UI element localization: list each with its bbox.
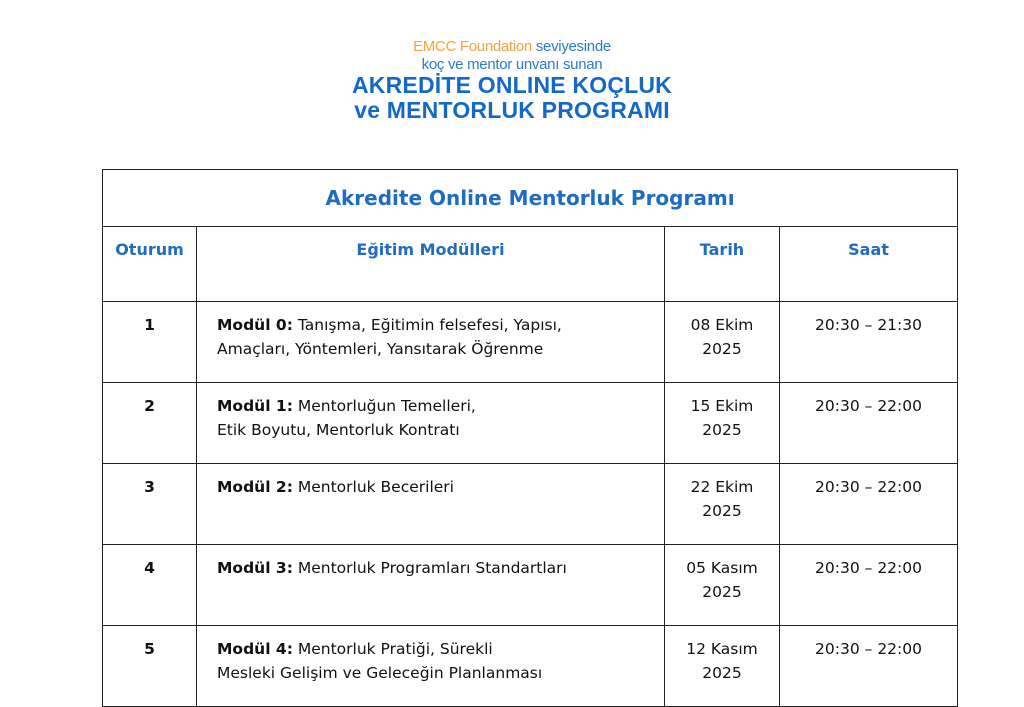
module-name: Modül 2: xyxy=(217,478,293,496)
date-cell xyxy=(665,383,780,464)
table-row xyxy=(103,464,958,545)
session-number: 5 xyxy=(103,626,197,707)
module-cell xyxy=(197,383,665,464)
header-subtitle-line1 xyxy=(0,38,1024,56)
header-org-suffix: seviyesinde xyxy=(535,38,611,55)
date-cell xyxy=(665,302,780,383)
module-text-1: Mentorluk Programları Standartları xyxy=(297,559,567,577)
date-cell xyxy=(665,626,780,707)
program-header xyxy=(0,38,1024,123)
time-cell: 20:30 – 22:00 xyxy=(780,383,958,464)
time-cell: 20:30 – 22:00 xyxy=(780,545,958,626)
header-title-line1: AKREDİTE ONLINE KOÇLUK xyxy=(351,72,672,98)
module-text-1: Mentorluğun Temelleri, xyxy=(297,397,476,415)
module-text-2: Mesleki Gelişim ve Geleceğin Planlanması xyxy=(217,664,543,682)
column-header-modules: Eğitim Modülleri xyxy=(197,227,665,302)
module-text-2: Etik Boyutu, Mentorluk Kontratı xyxy=(217,421,460,439)
session-number: 3 xyxy=(103,464,197,545)
module-text-2: Amaçları, Yöntemleri, Yansıtarak Öğrenme xyxy=(217,340,544,358)
table-title: Akredite Online Mentorluk Programı xyxy=(103,170,958,227)
schedule-table xyxy=(102,169,958,707)
module-text-1: Mentorluk Becerileri xyxy=(297,478,454,496)
date-day: 08 Ekim xyxy=(690,316,754,334)
time-cell: 20:30 – 22:00 xyxy=(780,464,958,545)
date-year: 2025 xyxy=(702,664,742,682)
header-org: EMCC Foundation xyxy=(413,38,532,55)
date-day: 22 Ekim xyxy=(690,478,754,496)
date-year: 2025 xyxy=(702,583,742,601)
table-row xyxy=(103,383,958,464)
module-text-1: Mentorluk Pratiği, Sürekli xyxy=(297,640,493,658)
date-year: 2025 xyxy=(702,502,742,520)
date-year: 2025 xyxy=(702,340,742,358)
date-cell xyxy=(665,464,780,545)
session-number: 2 xyxy=(103,383,197,464)
column-header-date: Tarih xyxy=(665,227,780,302)
date-day: 15 Ekim xyxy=(690,397,754,415)
module-name: Modül 1: xyxy=(217,397,293,415)
date-day: 12 Kasım xyxy=(686,640,758,658)
column-header-time: Saat xyxy=(780,227,958,302)
module-name: Modül 3: xyxy=(217,559,293,577)
date-day: 05 Kasım xyxy=(686,559,758,577)
table-row xyxy=(103,302,958,383)
date-year: 2025 xyxy=(702,421,742,439)
session-number: 1 xyxy=(103,302,197,383)
module-cell xyxy=(197,545,665,626)
table-row xyxy=(103,545,958,626)
time-cell: 20:30 – 21:30 xyxy=(780,302,958,383)
module-cell xyxy=(197,464,665,545)
time-cell: 20:30 – 22:00 xyxy=(780,626,958,707)
table-row xyxy=(103,626,958,707)
header-title-line2: ve MENTORLUK PROGRAMI xyxy=(354,97,670,123)
header-subtitle-line2: koç ve mentor unvanı sunan xyxy=(421,56,603,73)
column-header-session: Oturum xyxy=(103,227,197,302)
session-number: 4 xyxy=(103,545,197,626)
module-name: Modül 0: xyxy=(217,316,293,334)
module-cell xyxy=(197,302,665,383)
date-cell xyxy=(665,545,780,626)
table-header-row xyxy=(103,227,958,302)
module-name: Modül 4: xyxy=(217,640,293,658)
module-cell xyxy=(197,626,665,707)
module-text-1: Tanışma, Eğitimin felsefesi, Yapısı, xyxy=(297,316,562,334)
